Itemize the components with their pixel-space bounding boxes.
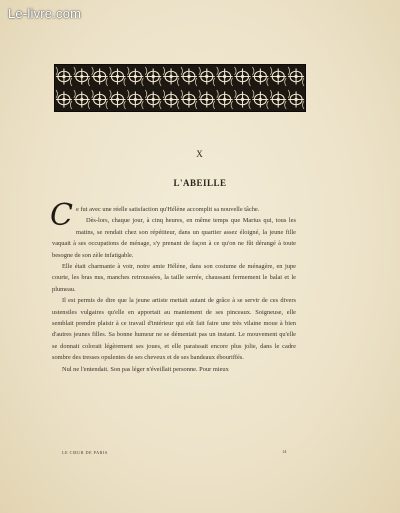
- watermark: Le-livre.com: [8, 6, 82, 21]
- chapter-title: L'ABEILLE: [173, 178, 227, 188]
- page-number: 14: [282, 449, 287, 454]
- paragraph: Dès-lors, chaque jour, à cinq heures, en même temps que Marius qui, tous les matins, se rendait chez son répétiteur, dans un quartier assez éloigné, la jeune fille vaquait à ses occupations de ménage, s'y prenant de façon à ce qu'on ne fût dérangé à toute besogne de son zèle infatigable.: [52, 217, 296, 259]
- paragraph: [50, 198, 296, 233]
- body-text: [50, 198, 296, 375]
- paragraph-text: e fut avec une réelle satisfaction qu'Hélène accomplit sa nouvelle tâche.: [75, 206, 260, 213]
- drop-cap: C: [50, 198, 73, 233]
- paragraph: Nul ne l'entendait. Son pas léger n'éveillait personne. Pour mieux: [62, 365, 229, 373]
- paragraph: Elle était charmante à voir, notre amie Hélène, dans son costume de ménagère, en jupe courte, les bras nus, manches retroussées, la taille serrée, chaussant fermement le balai et le plumeau.: [52, 263, 296, 293]
- paragraph: Il est permis de dire que la jeune artiste mettait autant de grâce à se servir de ces divers ustensiles vulgaires qu'elle en apportait au maniement de ses pinceaux. Soigneuse, elle semblait prendre plaisir à ce travail d'intérieur qui eût fait faire une très vilaine moue à bien d'autres jeunes filles. Sa bonne humeur ne se démentait pas un instant. Le mouvement qu'elle se donnait colorait légèrement ses joues, et elle paraissait encore plus jolie, dans le cadre sombre des tresses opulentes de ses cheveux et de ses bandeaux ébouriffés.: [52, 297, 296, 362]
- chapter-number: X: [196, 149, 204, 159]
- footer-running-title: LE CŒUR DE PARIS: [62, 450, 108, 455]
- ornamental-headpiece: [54, 64, 306, 112]
